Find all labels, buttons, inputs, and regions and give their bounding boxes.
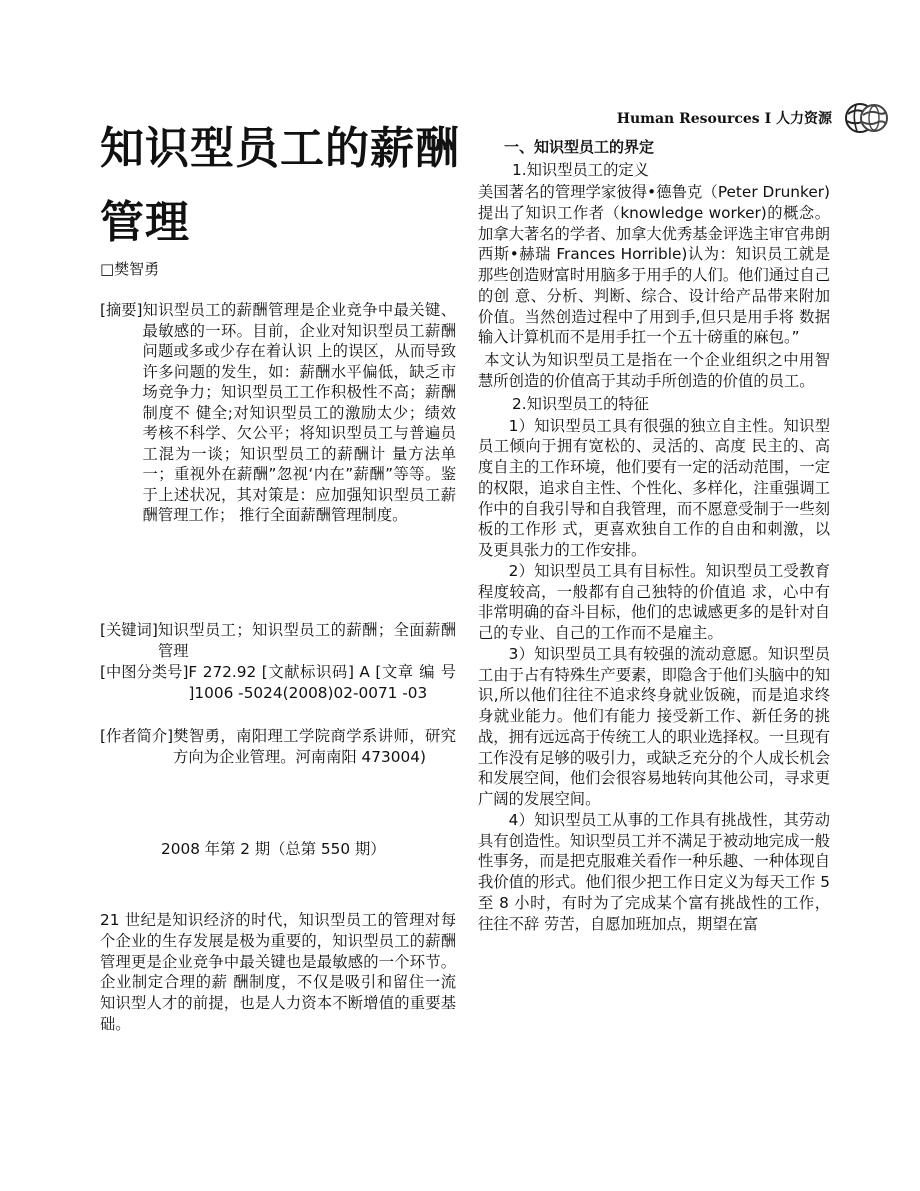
author-bio-label: [作者简介] <box>100 727 174 745</box>
paragraph-char-4: 4）知识型员工从事的工作具有挑战性，其劳动具有创造性。知识型员工并不满足于被动地完成一般性事务，而是把克服难关看作一种乐趣、一种体现自我价值的形式。他们很少把工作日定义为每天工作 5 至 8 小时，有时为了完成某个富有挑战性的工作，往往不辞 劳苦，自愿加班加点，期望在富 <box>478 810 830 933</box>
abstract-text: 知识型员工的薪酬管理是企业竞争中最关键、最敏感的一环。目前，企业对知识型员工薪酬问题或多或少存在着认识 上的误区，从而导致许多问题的发生，如：薪酬水平偏低，缺乏市场竞争力；知识型员工工作积极性不高；薪酬制度不 健全;对知识型员工的激励太少；绩效考核不科学、欠公平；将知识型员工与普遍员工混为一谈；知识型员工的薪酬计 量方法单一；重视外在薪酬”忽视‘内在”薪酬”等等。鉴于上述状况，其对策是：应加强知识型员工薪酬管理工作； 推行全面薪酬管理制度。 <box>142 301 456 524</box>
globe-icon <box>842 100 890 136</box>
keywords-label: [关键词] <box>100 621 158 639</box>
article-author: □樊智勇 <box>100 260 160 278</box>
paragraph-definition: 美国著名的管理学家彼得•德鲁克（Peter Drunker)提出了知识工作者（knowledge worker)的概念。加拿大著名的学者、加拿大优秀基金评选主审官弗朗西斯•赫瑞 Frances Horrible)认为：知识员工就是那些创造财富时用脑多于用手的人们。他们通过自己的创 意、分析、判断、综合、设计给产品带来附加价值。当然创造过程中了用到手,但只是用手将 数据输入计算机而不是用手扛一个五十磅重的麻包。” <box>478 183 830 347</box>
section-heading: 一、知识型员工的界定 <box>504 138 655 156</box>
paragraph-char-3: 3）知识型员工具有较强的流动意愿。知识型员工由于占有特殊生产要素，即隐含于他们头脑中的知识,所以他们往往不追求终身就业饭碗，而是追求终身就业能力。他们有能力 接受新工作、新任务的挑战，拥有远远高于传统工人的职业选择权。一旦现有工作没有足够的吸引力，或缺乏充分的个人成长机会和发展空间，他们会很容易地转向其他公司，寻求更 广阔的发展空间。 <box>478 644 830 808</box>
classification <box>100 662 456 703</box>
paragraph-char-2: 2）知识型员工具有目标性。知识型员工受教育程度较高，一般都有自己独特的价值追 求，心中有非常明确的奋斗目标，他们的忠诚感更多的是针对自己的专业、自己的工作而不是雇主。 <box>478 561 830 642</box>
keywords <box>100 620 456 661</box>
author-bio <box>100 726 456 767</box>
issue-info: 2008 年第 2 期（总第 550 期） <box>161 840 386 858</box>
author-bio-text: 樊智勇，南阳理工学院商学系讲师，研究方向为企业管理。河南南阳 473004) <box>173 727 456 766</box>
subheading-characteristics: 2.知识型员工的特征 <box>512 394 649 413</box>
abstract-label: [摘要] <box>100 301 143 319</box>
paragraph-view: 本文认为知识型员工是指在一个企业组织之中用智慧所创造的价值高于其动手所创造的价值的员工。 <box>478 351 830 390</box>
keywords-text: 知识型员工；知识型员工的薪酬；全面薪酬管理 <box>157 621 456 660</box>
journal-header <box>617 100 890 136</box>
subheading-definition: 1.知识型员工的定义 <box>512 161 649 179</box>
intro-paragraph: 21 世纪是知识经济的时代，知识型员工的管理对每个企业的生存发展是极为重要的，知识型员工的薪酬管理更是企业竞争中最关键也是最敏感的一个环节。企业制定合理的薪 酬制度，不仅是吸引和留住一流知识型人才的前提，也是人力资本不断增值的重要基础。 <box>100 911 456 1033</box>
article-title: 知识型员工的薪酬管理 <box>100 123 460 248</box>
classification-label: [中图分类号] <box>100 663 189 681</box>
body-column <box>478 136 830 934</box>
paragraph-char-1: 1）知识型员工具有很强的独立自主性。知识型员工倾向于拥有宽松的、灵活的、高度 民主的、高度自主的工作环境，他们要有一定的活动范围，一定的权限，追求自主性、个性化、多样化，注重强调工作中的自我引导和自我管理，而不愿意受制于一些刻板的工作形 式，更喜欢独自工作的自由和刺激，以及更具张力的工作安排。 <box>478 416 830 559</box>
abstract <box>100 300 456 526</box>
journal-name: Human Resources I 人力资源 <box>616 111 832 127</box>
classification-text: F 272.92 [文献标识码] A [文章 编 号 ]1006 -5024(2008)02-0071 -03 <box>188 663 456 702</box>
